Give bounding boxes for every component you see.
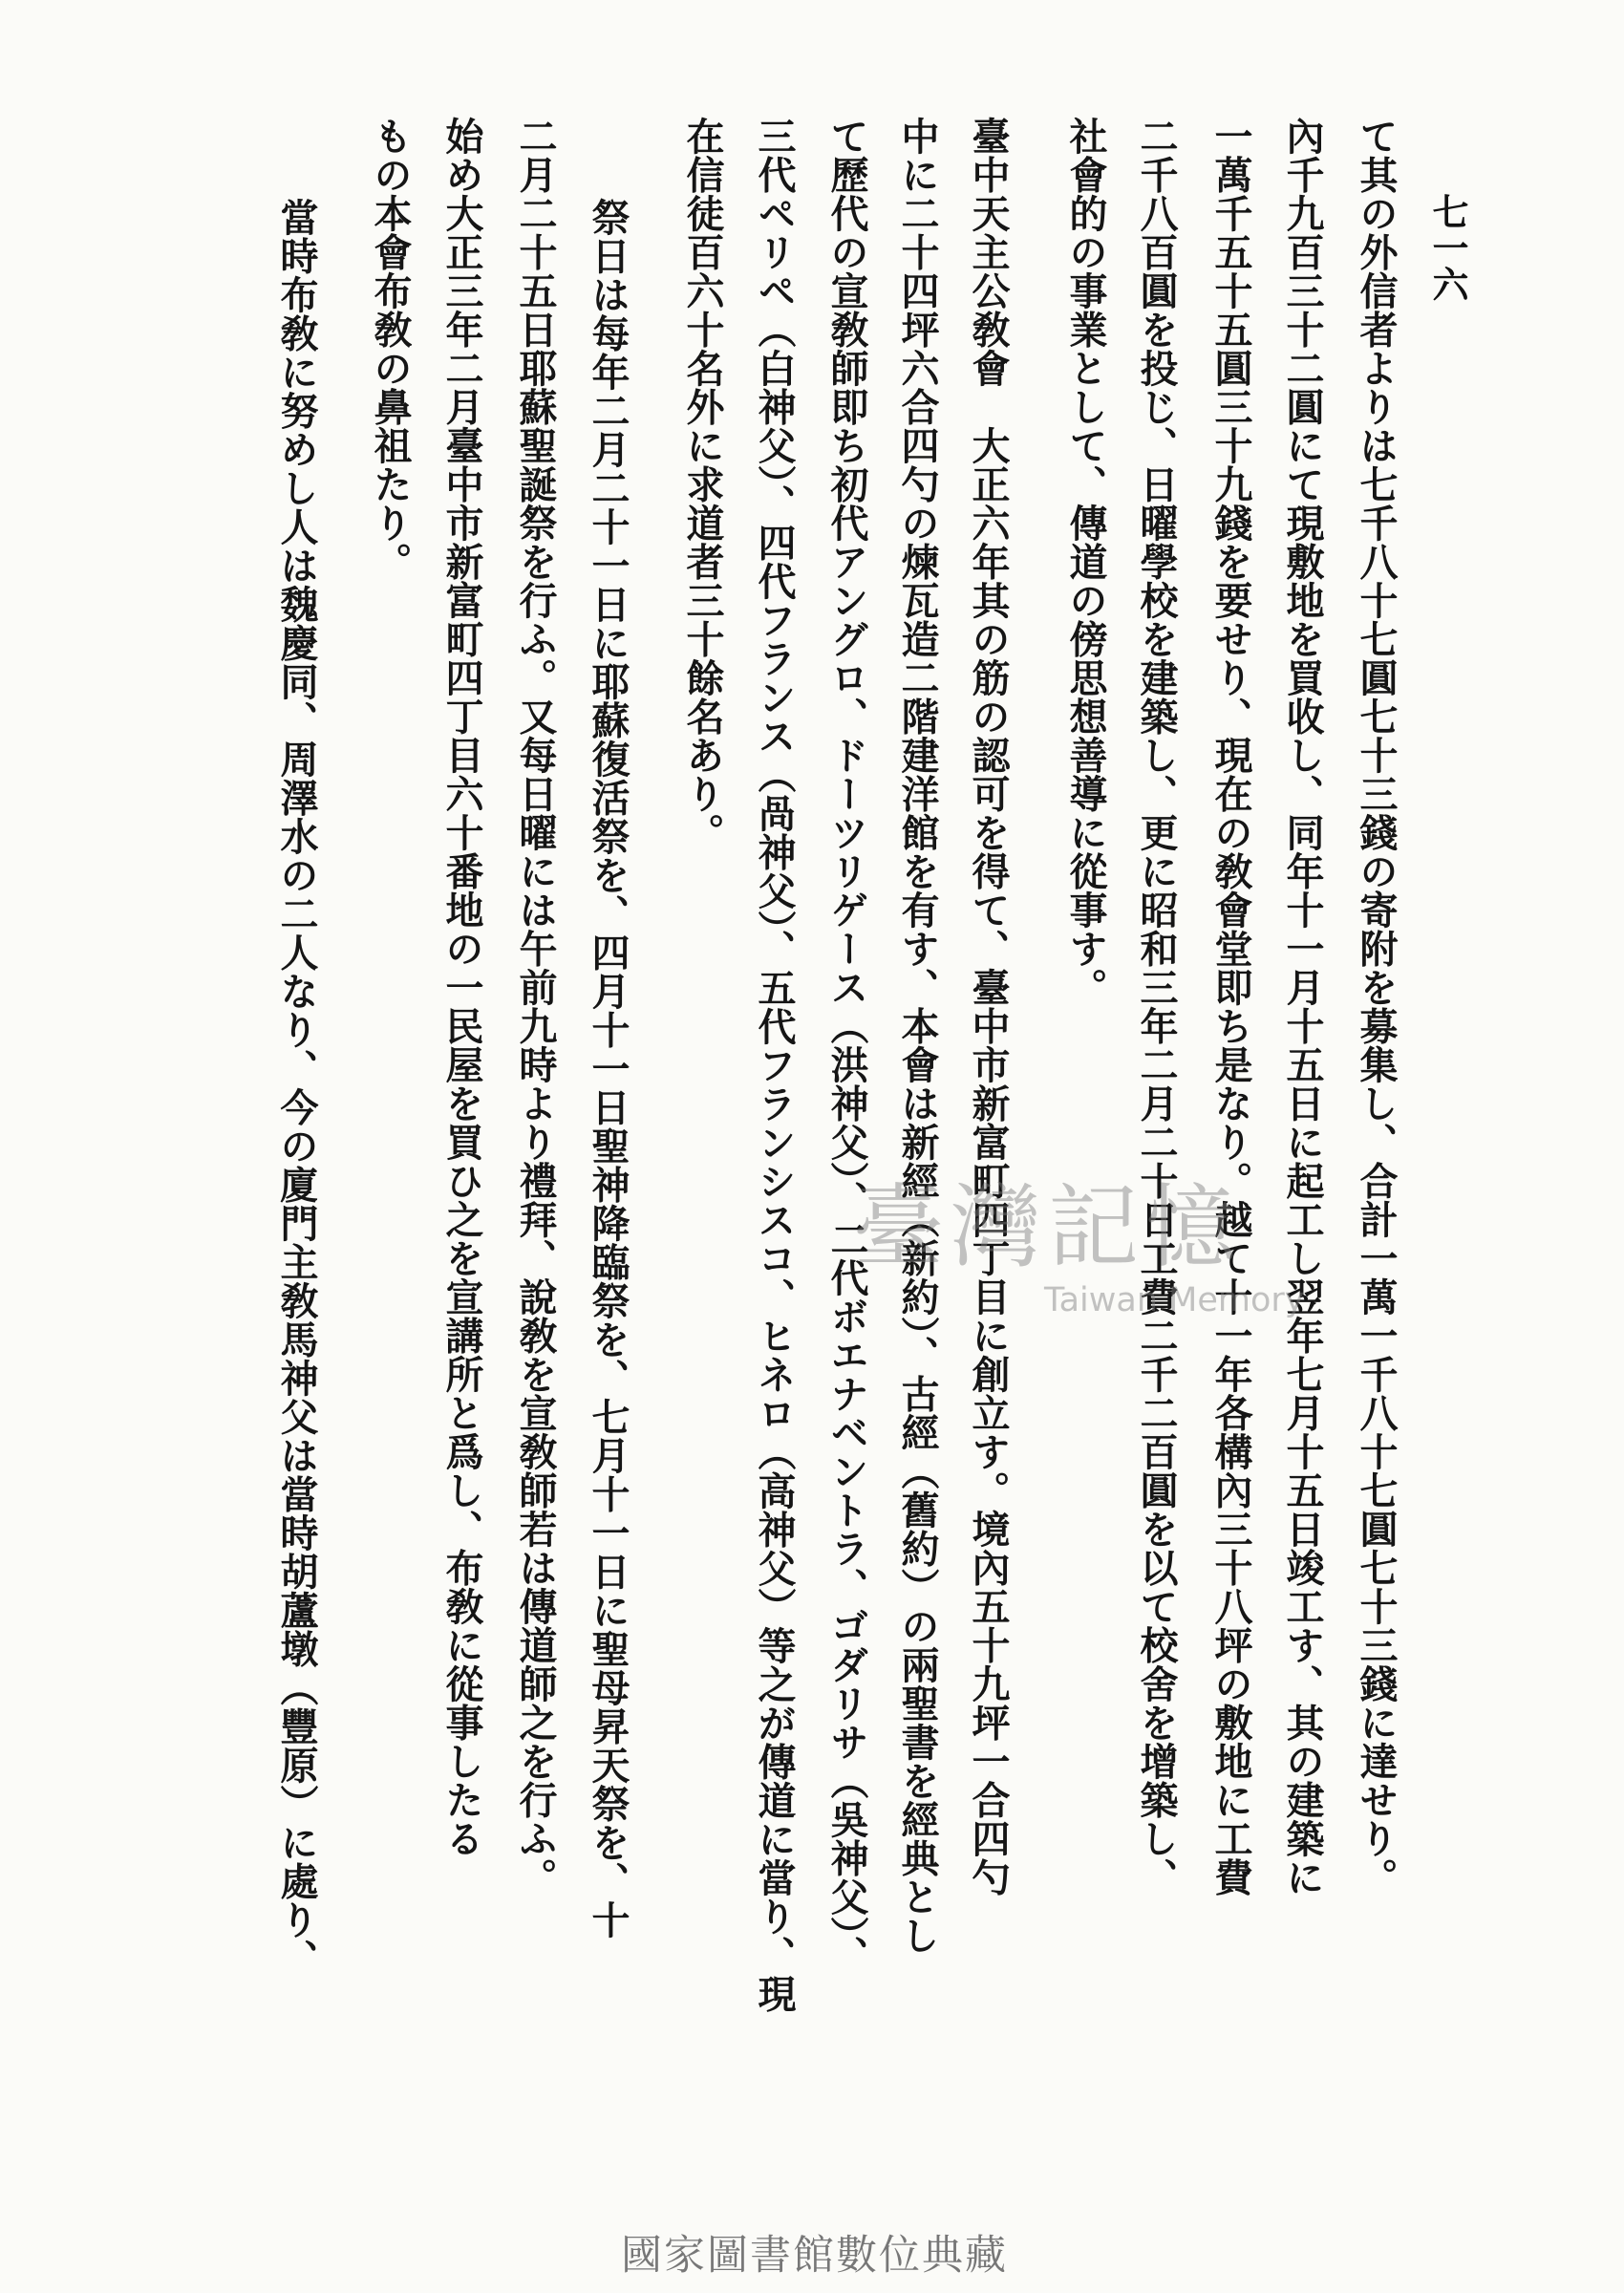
text-column-9: 三代ペリペ（白神父）、四代フランス（咼神父）、五代フランシスコ、ヒネロ（高神父）等之が傳道に當り、現 bbox=[752, 117, 797, 2013]
watermark-title: 臺灣記憶 bbox=[853, 1175, 1244, 1280]
watermark-subtitle: Taiwan Memory bbox=[1044, 1281, 1305, 1319]
text-column-12: 二月二十五日耶蘇聖誕祭を行ふ。又每日曜には午前九時より禮拜、說敎を宣敎師若は傳道師之を行ふ。 bbox=[513, 117, 558, 1897]
text-column-15: 當時布敎に努めし人は魏慶同、周澤水の二人なり、今の廈門主敎馬神父は當時胡蘆墩（豐原）に處り、 bbox=[274, 198, 319, 1978]
text-column-5: 社會的の事業として、傳道の傍思想善導に從事す。 bbox=[1063, 117, 1108, 1007]
library-footer: 國家圖書館數位典藏 bbox=[621, 2232, 1008, 2280]
text-column-3: 一萬千五十五圓三十九錢を要せり、現在の敎會堂即ち是なり。越て十一年各構內三十八坪の敷地に工費 bbox=[1208, 117, 1253, 1897]
text-column-7: 中に二十四坪六合四勺の煉瓦造二階建洋館を有す、本會は新經（新約）、古經（舊約）の兩聖書を經典とし bbox=[895, 117, 940, 1955]
text-column-11: 祭日は每年二月二十一日に耶蘇復活祭を、四月十一日聖神降臨祭を、七月十一日に聖母昇天祭を、十 bbox=[586, 198, 630, 1939]
text-column-4: 二千八百圓を投じ、日曜學校を建築し、更に昭和三年二月二十日工費二千二百圓を以て校舍を增築し、 bbox=[1134, 117, 1179, 1897]
text-column-1: て其の外信者よりは七千八十七圓七十三錢の寄附を募集し、合計一萬一千八十七圓七十三錢に達せり。 bbox=[1354, 117, 1399, 1897]
text-column-2: 內千九百三十二圓にて現敷地を買收し、同年十一月十五日に起工し翌年七月十五日竣工す、其の建築に bbox=[1280, 117, 1325, 1897]
text-column-13: 始め大正三年二月臺中市新富町四丁目六十番地の一民屋を買ひ之を宣講所と爲し、布敎に從事したる bbox=[439, 117, 484, 1858]
text-column-6: 臺中天主公敎會 大正六年其の筋の認可を得て、臺中市新富町四丁目に創立す。境內五十九坪一合四勺 bbox=[966, 117, 1011, 1897]
text-column-8: て歷代の宣敎師即ち初代アングロ、ドーツリゲース（洪神父）、二代ボエナベントラ、ゴダリサ（吳神父）、 bbox=[824, 117, 869, 1975]
text-column-14: もの本會布敎の鼻祖たり。 bbox=[368, 117, 413, 581]
page-number: 七一六 bbox=[1426, 193, 1469, 302]
text-column-10: 在信徒百六十名外に求道者三十餘名あり。 bbox=[680, 117, 725, 852]
